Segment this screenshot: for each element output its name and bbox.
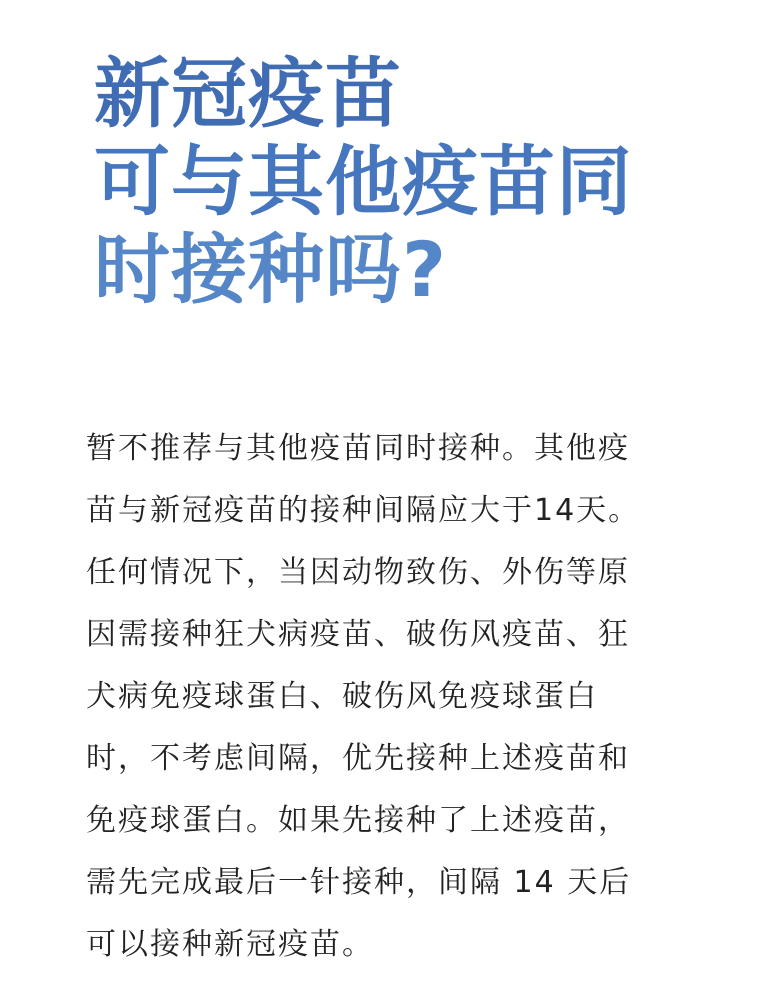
title-line-1: 新冠疫苗 (94, 49, 402, 138)
body-line-5: 犬病免疫球蛋白、破伤风免疫球蛋白 (86, 679, 598, 714)
body-text (86, 418, 696, 976)
body-line-8: 需先完成最后一针接种，间隔 14 天后 (86, 865, 632, 900)
body-line-1: 暂不推荐与其他疫苗同时接种。其他疫 (86, 431, 630, 466)
body-line-4: 因需接种狂犬病疫苗、破伤风疫苗、狂 (86, 617, 630, 652)
body-line-2: 苗与新冠疫苗的接种间隔应大于14天。 (86, 493, 641, 528)
body-line-6: 时，不考虑间隔，优先接种上述疫苗和 (86, 741, 630, 776)
title-line-3: 时接种吗? (94, 225, 448, 314)
body-line-7: 免疫球蛋白。如果先接种了上述疫苗， (86, 803, 630, 838)
page-title (94, 50, 734, 314)
title-line-2: 可与其他疫苗同 (94, 137, 633, 226)
body-line-3: 任何情况下，当因动物致伤、外伤等原 (86, 555, 630, 590)
body-line-9: 可以接种新冠疫苗。 (86, 927, 374, 962)
